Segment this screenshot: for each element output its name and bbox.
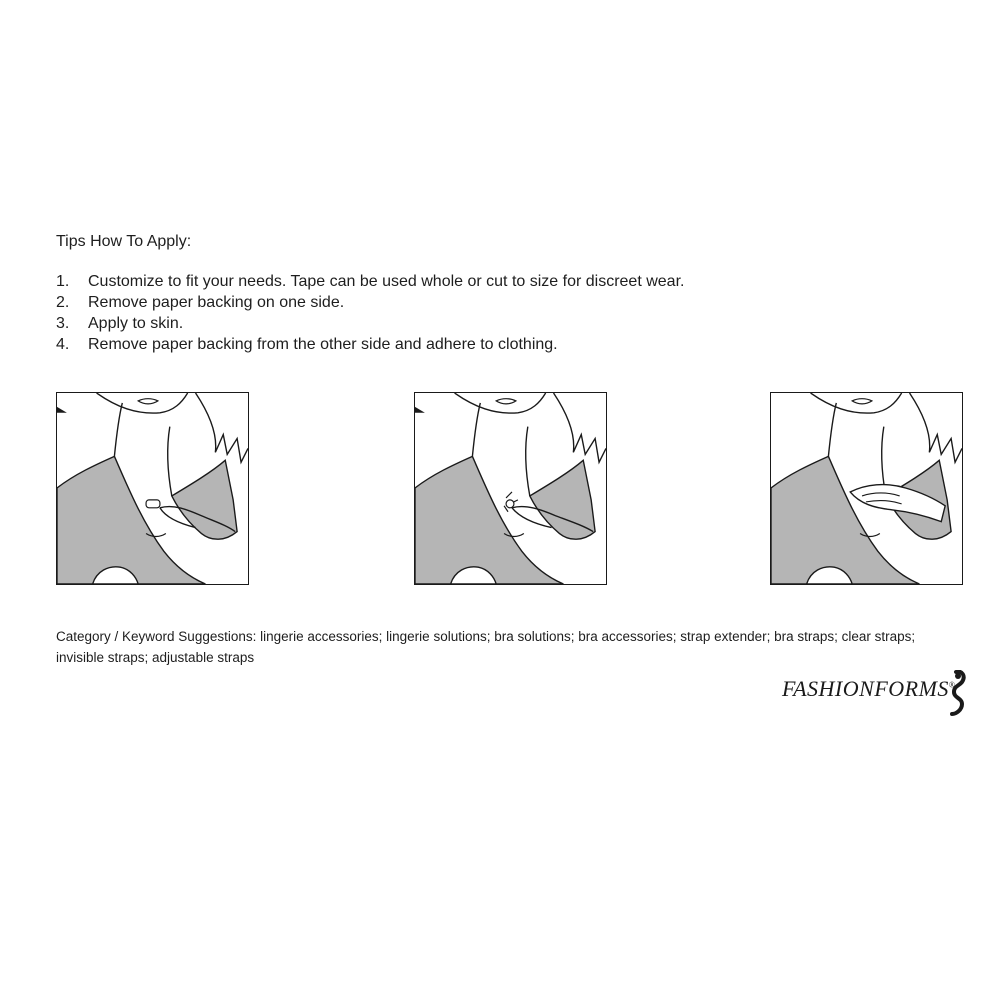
logo-figure-icon [948,670,968,716]
step-number: 2. [56,294,70,311]
step-text: Customize to fit your needs. Tape can be used whole or cut to size for discreet wear. [88,273,685,290]
step-number: 4. [56,336,70,353]
logo-wordmark: FASHIONFORMS® [782,676,956,701]
step-item [56,334,684,355]
finger-applying-tape-icon [57,393,248,584]
step-text: Remove paper backing on one side. [88,294,345,311]
step-text: Apply to skin. [88,315,184,332]
step-item [56,271,684,292]
step-item [56,292,684,313]
illustration-panel-1 [56,392,249,585]
step-text: Remove paper backing from the other side and adhere to clothing. [88,336,558,353]
step-item [56,313,684,334]
steps-list [56,271,684,355]
peeling-backing-icon [415,393,606,584]
keyword-suggestions: Category / Keyword Suggestions: lingerie accessories; lingerie solutions; bra solutions; bra accessories; strap extender; bra straps; clear straps; invisible straps; adjustable straps [56,629,916,665]
brand-logo [782,670,972,716]
illustration-panel-2 [414,392,607,585]
step-number: 3. [56,315,70,332]
hand-pressing-fabric-icon [771,393,962,584]
step-number: 1. [56,273,70,290]
tips-heading: Tips How To Apply: [56,233,192,250]
illustration-panel-3 [770,392,963,585]
